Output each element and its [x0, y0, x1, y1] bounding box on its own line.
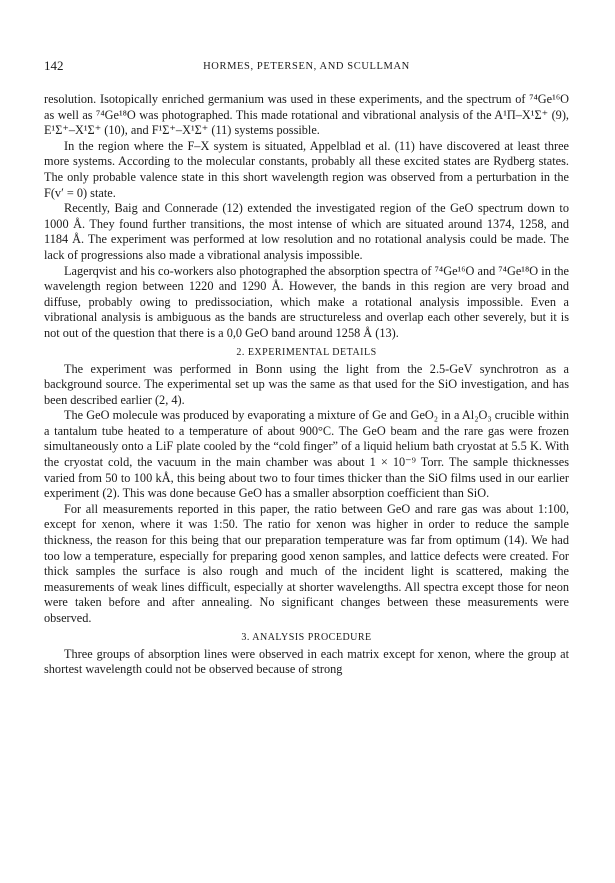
paragraph: For all measurements reported in this paper, the ratio between GeO and rare gas was about 1:100, except for xenon, where it was 1:50. The ratio for xenon was higher in order to reduce the sample thickness, the reason for this being that our preparation temperature was far from optimum (14). We had too low a temperature, especially for preparing good xenon samples, and lattice defects were created. For thick samples the surface is also rough and much of the incident light is scattered, making the measurements of weak lines difficult, especially at shorter wavelengths. All spectra except those for neon were taken before and after annealing. No significant changes between these measurements were observed. [44, 501, 569, 625]
paragraph: The experiment was performed in Bonn using the light from the 2.5-GeV synchrotron as a background source. The experimental set up was the same as that used for the SiO investigation, and has been described earlier (2, 4). [44, 361, 569, 407]
page-number: 142 [44, 58, 64, 73]
paragraph: Recently, Baig and Connerade (12) extended the investigated region of the GeO spectrum down to 1000 Å. They found further transitions, the most intense of which are situated around 1374, 1258, and 1184 Å. The experiment was performed at low resolution and no rotational analysis could be made. The lack of progressions also made a vibrational analysis impossible. [44, 201, 569, 262]
paragraph: In the region where the F–X system is situated, Appelblad et al. (11) have discovered at least three more systems. According to the molecular constants, probably all these excited states are Rydberg states. The only probable valence state in this short wavelength region was observed from a perturbation in the F(v′ = 0) state. [44, 138, 569, 200]
article-body [44, 92, 569, 678]
paragraph: Lagerqvist and his co-workers also photographed the absorption spectra of ⁷⁴Ge¹⁶O and ⁷⁴Ge¹⁸O in the wavelength region between 1220 and 1290 Å. However, the bands in this region are very broad and diffuse, probably owing to predissociation, which make a rotational analysis impossible. Even a vibrational analysis is ambiguous as the bands are structureless and overlap each other severely, but it is not out of the question that there is a 0,0 GeO band around 1258 Å (13). [44, 263, 569, 340]
running-head: HORMES, PETERSEN, AND SCULLMAN [203, 61, 410, 72]
page-header [44, 58, 569, 76]
paragraph: Three groups of absorption lines were observed in each matrix except for xenon, where the group at shortest wavelength could not be observed because of strong [44, 646, 569, 677]
paragraph: The GeO molecule was produced by evaporating a mixture of Ge and GeO₂ in a Al₂O₃ crucible within a tantalum tube heated to a temperature of about 900°C. The GeO beam and the rare gas were frozen simultaneously onto a LiF plate cooled by the “cold finger” of a liquid helium bath cryostat at 5.5 K. With the cryostat cold, the vacuum in the main chamber was about 1 × 10⁻⁹ Torr. The sample thicknesses varied from 50 to 100 kÅ, this being about two to four times thicker than the SiO films used in our earlier experiment (2). This was done because GeO has a smaller absorption coefficient than SiO. [44, 408, 569, 501]
paragraph-continued: resolution. Isotopically enriched germanium was used in these experiments, and the spectrum of ⁷⁴Ge¹⁶O as well as ⁷⁴Ge¹⁸O was photographed. This made rotational and vibrational analysis of the A¹Π–X¹Σ⁺ (9), E¹Σ⁺–X¹Σ⁺ (10), and F¹Σ⁺–X¹Σ⁺ (11) systems possible. [44, 92, 569, 138]
section-heading-analysis: 3. ANALYSIS PROCEDURE [241, 631, 372, 643]
section-heading-experimental: 2. EXPERIMENTAL DETAILS [236, 346, 377, 358]
